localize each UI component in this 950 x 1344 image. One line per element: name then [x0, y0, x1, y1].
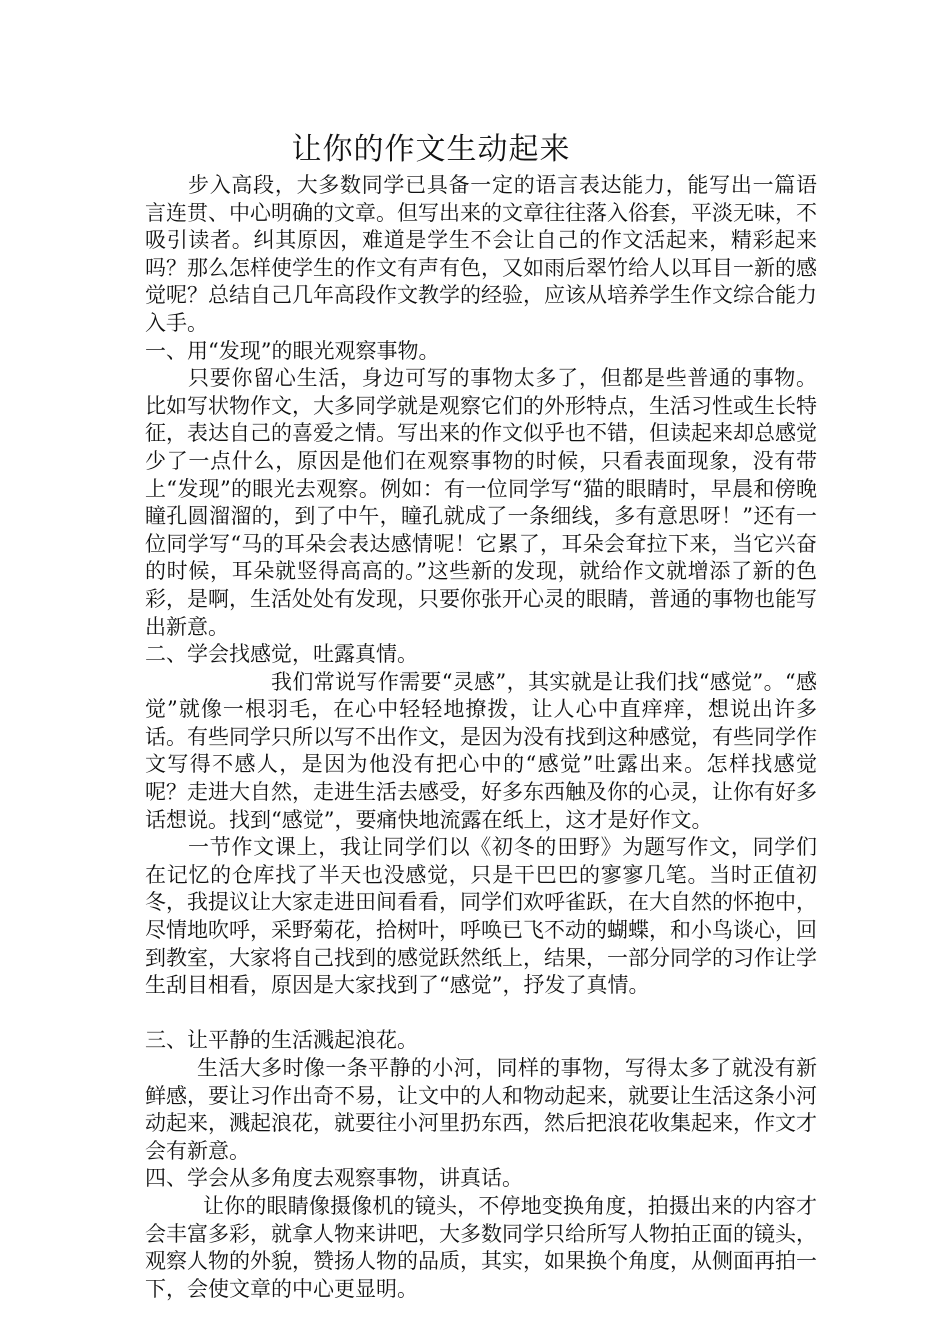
section-3-heading: 三、让平静的生活溅起浪花。	[145, 1028, 418, 1053]
section-1-heading: 一、用“发现”的眼光观察事物。	[145, 338, 440, 363]
section-2-paragraph-1: 我们常说写作需要“灵感”，其实就是让我们找“感觉”。“感觉”就像一根羽毛，在心中轻轻地撩拨，让人心中直痒痒，想说出许多话。有些同学只所以写不出作文，是因为没有找到这种感觉，有些同学作文写得不感人，是因为他没有把心中的“感觉”吐露出来。怎样找感觉呢？走进大自然，走进生活去感受，好多东西触及你的心灵，让你有好多话想说。找到“感觉”，要痛快地流露在纸上，这才是好作文。	[145, 669, 817, 832]
paragraph-spacer	[145, 1000, 817, 1028]
document-title: 让你的作文生动起来	[291, 132, 571, 167]
intro-paragraph: 步入高段，大多数同学已具备一定的语言表达能力，能写出一篇语言连贯、中心明确的文章。但写出来的文章往往落入俗套，平淡无味，不吸引读者。纠其原因，难道是学生不会让自己的作文活起来，精彩起来吗？那么怎样使学生的作文有声有色，又如雨后翠竹给人以耳目一新的感觉呢？总结自己几年高段作文教学的经验，应该从培养学生作文综合能力入手。	[145, 173, 817, 335]
section-1-paragraph: 只要你留心生活，身边可写的事物太多了，但都是些普通的事物。比如写状物作文，大多同学就是观察它们的外形特点，生活习性或生长特征，表达自己的喜爱之情。写出来的作文似乎也不错，但读起来却总感觉少了一点什么，原因是他们在观察事物的时候，只看表面现象，没有带上“发现”的眼光去观察。例如：有一位同学写“猫的眼睛时，早晨和傍晚瞳孔圆溜溜的，到了中午，瞳孔就成了一条细线，多有意思呀！”还有一位同学写“马的耳朵会表达感情呢！它累了，耳朵会耷拉下来，当它兴奋的时候，耳朵就竖得高高的。”这些新的发现，就给作文就增添了新的色彩，是啊，生活处处有发现，只要你张开心灵的眼睛，普通的事物也能写出新意。	[145, 366, 817, 639]
section-4-paragraph: 让你的眼睛像摄像机的镜头，不停地变换角度，拍摄出来的内容才会丰富多彩，就拿人物来讲吧，大多数同学只给所写人物拍正面的镜头，观察人物的外貌，赞扬人物的品质，其实，如果换个角度，从侧面再拍一下，会使文章的中心更显明。	[145, 1193, 817, 1301]
section-2-paragraph-2: 一节作文课上，我让同学们以《初冬的田野》为题写作文，同学们在记忆的仓库找了半天也没感觉，只是干巴巴的寥寥几笔。当时正值初冬，我提议让大家走进田间看看，同学们欢呼雀跃，在大自然的怀抱中，尽情地吹呼，采野菊花，拾树叶，呼唤已飞不动的蝴蝶，和小鸟谈心，回到教室，大家将自己找到的感觉跃然纸上，结果，一部分同学的习作让学生刮目相看，原因是大家找到了“感觉”，抒发了真情。	[145, 835, 817, 998]
section-4-heading: 四、学会从多角度去观察事物，讲真话。	[145, 1166, 523, 1191]
section-2-heading: 二、学会找感觉，吐露真情。	[145, 642, 418, 667]
section-3-paragraph: 生活大多时像一条平静的小河，同样的事物，写得太多了就没有新鲜感，要让习作出奇不易，让文中的人和物动起来，就要让生活这条小河动起来，溅起浪花，就要往小河里扔东西，然后把浪花收集起来，作文才会有新意。	[145, 1056, 817, 1163]
document-body	[145, 172, 817, 1303]
